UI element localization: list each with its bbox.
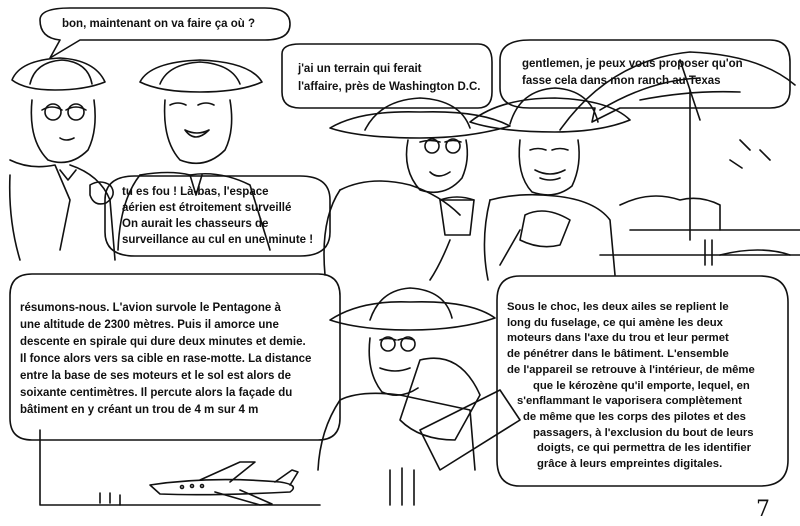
man-reading-illustration	[318, 288, 520, 470]
bubble-1-shape	[40, 8, 290, 58]
bubble-1-text	[62, 17, 255, 32]
bubble-6-line: grâce à leurs empreintes digitales.	[537, 458, 723, 471]
bubble-3-text	[522, 56, 743, 90]
bubble-6-text	[507, 300, 755, 473]
bubble-5-line: résumons-nous. L'avion survole le Pentagone à	[20, 302, 281, 314]
bubble-2-text	[298, 60, 481, 96]
man-left-illustration	[10, 58, 115, 260]
bubble-4-text	[122, 184, 313, 248]
airplane-illustration	[100, 462, 414, 505]
page-number: 7	[756, 497, 770, 522]
bubble-6-line: que le kérozène qu'il emporte, lequel, en	[533, 379, 750, 392]
man-right-illustration	[470, 88, 630, 280]
bubble-6-line: de pénétrer dans le bâtiment. L'ensemble	[507, 348, 729, 361]
bubble-5-line: entre la base de ses moteurs et le sol est alors de	[20, 370, 292, 382]
bubble-5-line: bâtiment en y créant un trou de 4 m sur 4 m	[20, 404, 259, 416]
bubble-6-line: long du fuselage, ce qui amène les deux	[507, 316, 723, 329]
bubble-3-line: fasse cela dans mon ranch au Texas	[522, 75, 721, 87]
bubble-5-line: une altitude de 2300 mètres. Puis il amorce une	[20, 319, 279, 331]
bubble-2-line: l'affaire, près de Washington D.C.	[298, 81, 481, 93]
bubble-4-line: surveillance au cul en une minute !	[122, 234, 314, 246]
bubble-4-line: aérien est étroitement surveillé	[122, 202, 292, 214]
bubble-2-line: j'ai un terrain qui ferait	[298, 63, 422, 75]
bubble-5-text	[20, 300, 311, 419]
bubble-5-line: soixante centimètres. Il percute alors la façade du	[20, 387, 293, 399]
bubble-4-line: On aurait les chasseurs de	[122, 218, 269, 230]
bubble-5-line: Il fonce alors vers sa cible en rase-motte. La distance	[20, 353, 312, 365]
bubble-6-line: s'enflammant le vaporisera complètement	[517, 395, 742, 408]
bubble-5-line: descente en spirale qui dure deux minutes et demie.	[20, 336, 306, 348]
bubble-6-line: passagers, à l'exclusion du bout de leurs	[533, 426, 754, 439]
bubble-4-line: tu es fou ! Là-bas, l'espace	[122, 186, 269, 198]
bubble-3-line: gentlemen, je peux vous proposer qu'on	[522, 58, 743, 70]
bubble-6-line: de l'appareil se retrouve à l'intérieur, de même	[507, 363, 755, 376]
bubble-6-line: moteurs dans l'axe du trou et leur permet	[507, 332, 729, 345]
bubble-6-line: doigts, ce qui permettra de les identifier	[537, 442, 752, 455]
bubble-6-line: de même que les corps des pilotes et des	[523, 410, 746, 423]
bubble-6-line: Sous le choc, les deux ailes se replient le	[507, 301, 729, 313]
bubble-1-line: bon, maintenant on va faire ça où ?	[62, 18, 255, 30]
